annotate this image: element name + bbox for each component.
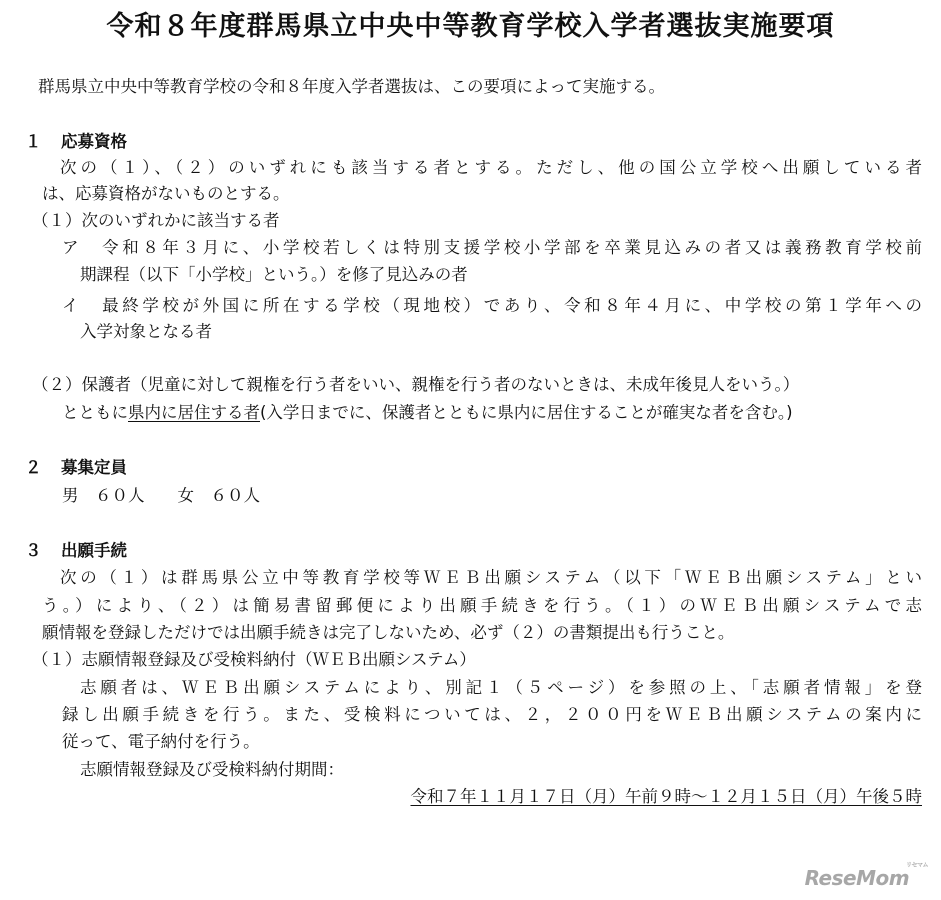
section3-item1: （１）志願情報登録及び受検料納付（ＷＥＢ出願システム） xyxy=(32,650,476,669)
section3-item1-body-line1: 志願者は、ＷＥＢ出願システムにより、別記１（５ページ）を参照の上、「志願者情報」を登 xyxy=(80,678,922,697)
section2-title: 募集定員 xyxy=(61,458,127,477)
section1-title: 応募資格 xyxy=(61,132,127,151)
document-title: 令和８年度群馬県立中央中等教育学校入学者選抜実施要項 xyxy=(106,11,835,42)
section1-paragraph-line2: は、応募資格がないものとする。 xyxy=(42,184,290,203)
section3-number: ３ xyxy=(25,541,42,560)
section3-title: 出願手続 xyxy=(61,541,127,560)
section3-item1-body-line2: 録し出願手続きを行う。また、受検料については、２，２００円をＷＥＢ出願システムの案内に xyxy=(62,705,922,724)
resemom-logo xyxy=(804,862,931,890)
section3-paragraph-line2: う。）により、（２）は簡易書留郵便により出願手続きを行う。（１）のＷＥＢ出願システムで志 xyxy=(42,596,922,615)
section3-heading xyxy=(25,541,127,561)
section1-item1-a-line1: ア 令和８年３月に、小学校若しくは特別支援学校小学部を卒業見込みの者又は義務教育学校前 xyxy=(62,238,922,257)
section1-heading xyxy=(25,132,127,152)
section1-item2-line2 xyxy=(62,403,793,423)
intro-text: 群馬県立中央中等教育学校の令和８年度入学者選抜は、この要項によって実施する。 xyxy=(38,77,665,96)
period-label: 志願情報登録及び受検料納付期間： xyxy=(80,760,344,779)
section2-quota: 男 ６０人 女 ６０人 xyxy=(62,486,260,505)
section1-item1: （１）次のいずれかに該当する者 xyxy=(32,211,280,230)
section2-heading xyxy=(25,458,127,478)
section3-paragraph-line3: 願情報を登録しただけでは出願手続きは完了しないため、必ず（２）の書類提出も行うこと。 xyxy=(42,623,735,642)
section2-number: ２ xyxy=(25,458,42,477)
period-value-text: 令和７年１１月１７日（月）午前９時～１２月１５日（月）午後５時 xyxy=(410,787,922,806)
section1-item1-i-line2: 入学対象となる者 xyxy=(80,322,212,341)
item2-line2-prefix: とともに xyxy=(62,403,128,422)
logo-sup: リセマム xyxy=(906,862,928,870)
period-value xyxy=(300,787,922,807)
section3-item1-body-line3: 従って、電子納付を行う。 xyxy=(62,732,260,751)
section1-item1-a-line2: 期課程（以下「小学校」という。）を修了見込みの者 xyxy=(80,265,468,284)
section1-number: １ xyxy=(25,132,42,151)
logo-text: ReseMom xyxy=(804,866,910,890)
item2-line2-underlined: 県内に居住する者 xyxy=(128,403,260,422)
section1-paragraph-line1: 次の（１）、（２）のいずれにも該当する者とする。ただし、他の国公立学校へ出願している者 xyxy=(60,158,922,177)
item2-line2-suffix: (入学日までに、保護者とともに県内に居住することが確実な者を含む。) xyxy=(260,403,793,422)
section3-paragraph-line1: 次の（１）は群馬県公立中等教育学校等ＷＥＢ出願システム（以下「ＷＥＢ出願システム」とい xyxy=(60,568,922,587)
section1-item1-i-line1: イ 最終学校が外国に所在する学校（現地校）であり、令和８年４月に、中学校の第１学年への xyxy=(62,296,922,315)
section1-item2-line1: （２）保護者（児童に対して親権を行う者をいい、親権を行う者のないときは、未成年後見人をいう。） xyxy=(32,375,800,394)
